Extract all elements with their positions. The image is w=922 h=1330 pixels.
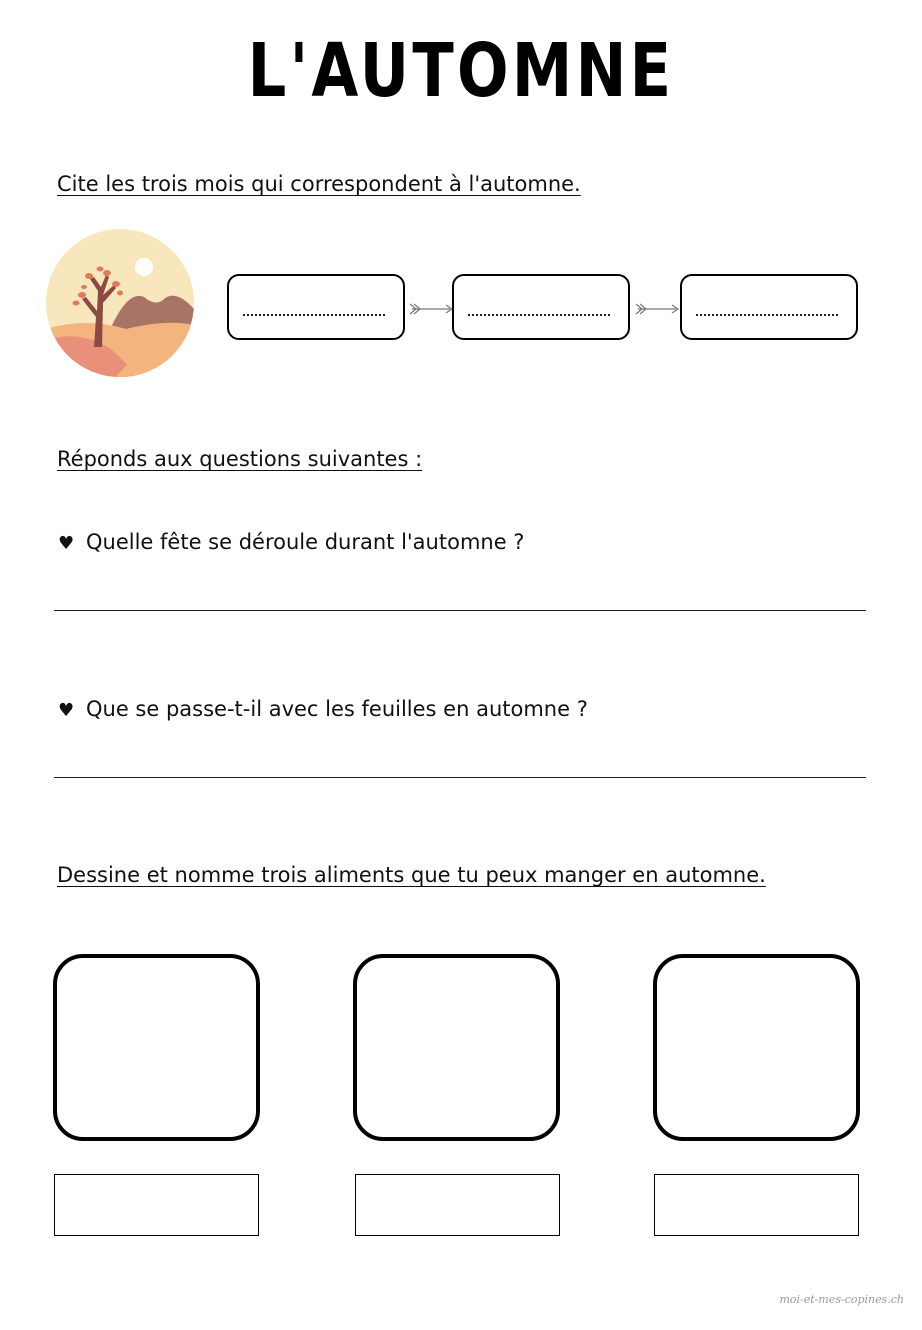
months-instruction: Cite les trois mois qui correspondent à l'automne. — [57, 172, 581, 196]
dotted-line — [468, 314, 610, 316]
month-answer-box-2[interactable] — [452, 274, 630, 340]
drawing-box-3[interactable] — [653, 954, 860, 1141]
answer-line-1[interactable] — [54, 610, 866, 611]
answer-line-2[interactable] — [54, 777, 866, 778]
question-2 — [58, 697, 588, 721]
drawing-box-1[interactable] — [53, 954, 260, 1141]
food-name-box-2[interactable] — [355, 1174, 560, 1236]
dotted-line — [696, 314, 838, 316]
heart-bullet-icon: ♥ — [58, 700, 75, 721]
watermark: moi-et-mes-copines.ch — [779, 1293, 904, 1306]
autumn-landscape-illustration — [46, 229, 194, 377]
questions-instruction: Réponds aux questions suivantes : — [57, 447, 423, 471]
dotted-line — [243, 314, 385, 316]
question-1 — [58, 530, 524, 554]
foods-instruction: Dessine et nomme trois aliments que tu peux manger en automne. — [57, 863, 766, 887]
heart-bullet-icon: ♥ — [58, 533, 75, 554]
arrow-icon — [406, 300, 454, 318]
page-title: L'AUTOMNE — [247, 28, 675, 114]
question-1-text: Quelle fête se déroule durant l'automne ? — [86, 530, 525, 554]
month-answer-box-3[interactable] — [680, 274, 858, 340]
arrow-icon — [632, 300, 680, 318]
month-answer-box-1[interactable] — [227, 274, 405, 340]
food-name-box-1[interactable] — [54, 1174, 259, 1236]
question-2-text: Que se passe-t-il avec les feuilles en automne ? — [86, 697, 588, 721]
drawing-box-2[interactable] — [353, 954, 560, 1141]
food-name-box-3[interactable] — [654, 1174, 859, 1236]
